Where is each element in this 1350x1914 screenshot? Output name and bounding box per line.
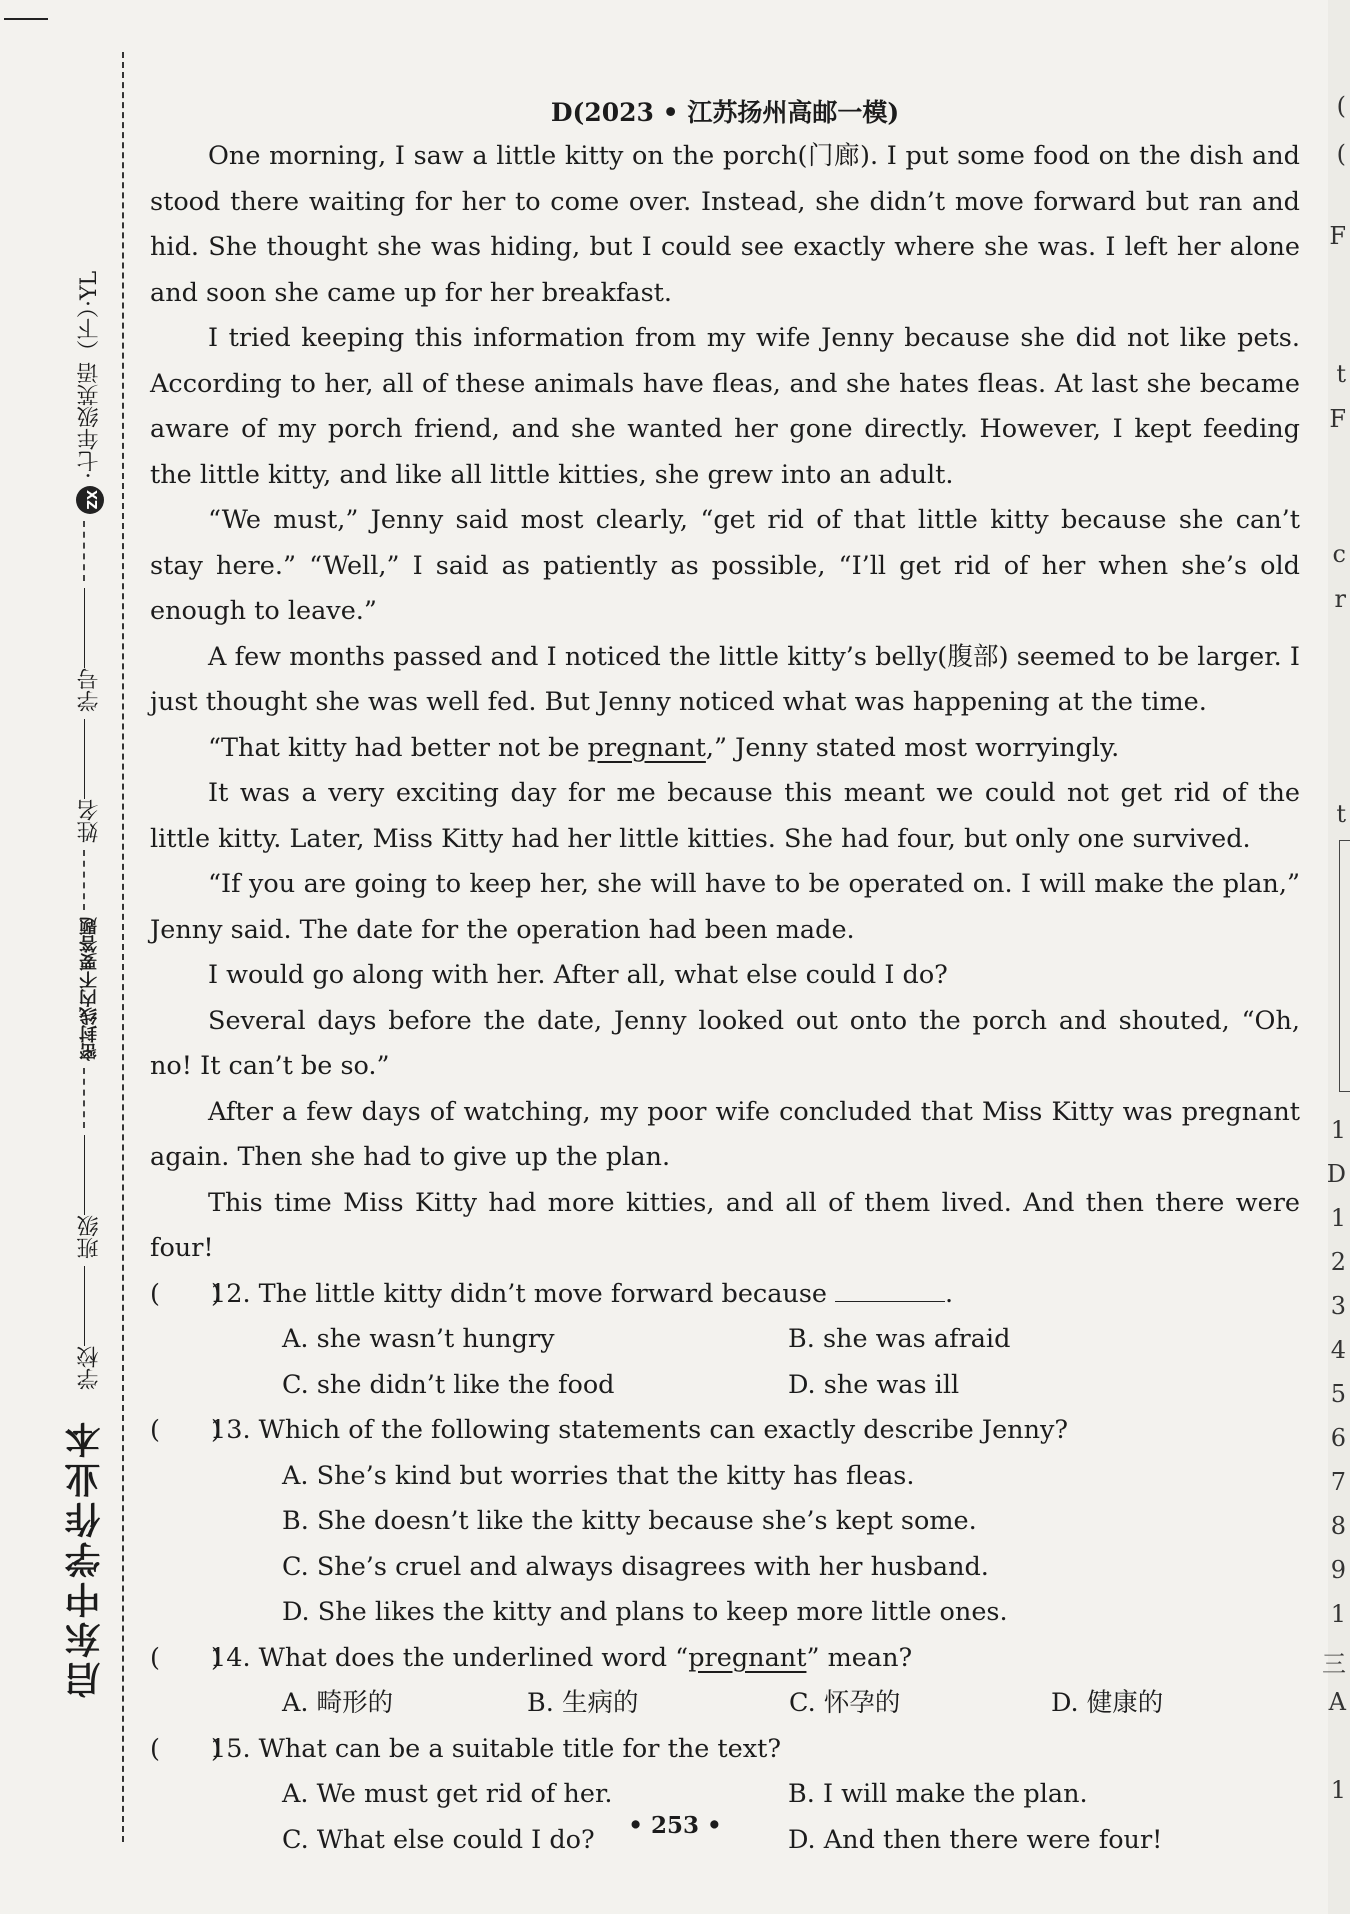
seal-dash-top	[83, 521, 85, 581]
question-13	[150, 1408, 1300, 1454]
corner-tick	[4, 18, 48, 20]
page-number: • 253 •	[628, 1812, 722, 1839]
question-stem: 13. Which of the following statements can exactly describe Jenny?	[210, 1415, 1069, 1445]
passage-paragraph: After a few days of watching, my poor wife concluded that Miss Kitty was pregnant again. Then she had to give up the plan.	[150, 1096, 1300, 1172]
edge-glyph: t	[1336, 360, 1346, 388]
school-field	[74, 1266, 105, 1390]
answer-bracket[interactable]: ( )	[150, 1642, 221, 1673]
option-c[interactable]: C. What else could I do?	[282, 1824, 595, 1855]
option-b[interactable]: B. 生病的	[527, 1688, 639, 1718]
id-field	[74, 588, 105, 712]
passage-paragraph: I tried keeping this information from my wife Jenny because she did not like pets. According to her, all of these animals have fleas, and she hates fleas. At last she became aware of my porch friend, and she wanted her gone directly. However, I kept feeding the little kitty, and like all little kitties, she grew into an adult.	[150, 323, 1300, 490]
edge-glyph: 6	[1330, 1424, 1346, 1452]
edge-glyph: 4	[1330, 1336, 1346, 1364]
edge-glyph: 8	[1330, 1512, 1346, 1540]
seal-line-text: 密封线内不要答题	[79, 917, 100, 1061]
edge-glyph: 2	[1330, 1248, 1346, 1276]
section-title: D(2023 • 江苏扬州高邮一模)	[550, 98, 900, 127]
passage-paragraph: It was a very exciting day for me because this meant we could not get rid of the little kitty. Later, Miss Kitty had her little kitties. She had four, but only one survived.	[150, 778, 1300, 854]
passage-paragraph: Several days before the date, Jenny looked out onto the porch and shouted, “Oh, no! It can’t be so.”	[150, 1005, 1300, 1081]
question-15	[150, 1727, 1300, 1773]
student-info-strip	[74, 100, 105, 1390]
options-12	[282, 1317, 1300, 1408]
answer-bracket[interactable]: ( )	[150, 1278, 221, 1309]
class-label: 班级	[77, 1215, 102, 1259]
edge-glyph: 9	[1330, 1556, 1346, 1584]
series-brand: 启东中学作业本	[65, 1418, 106, 1698]
id-blank[interactable]	[83, 588, 86, 668]
book-label: ·七年级英语（下）·YL	[77, 270, 102, 479]
option-c[interactable]: C. She’s cruel and always disagrees with her husband.	[282, 1551, 989, 1582]
question-end: .	[945, 1278, 954, 1309]
edge-box	[1339, 840, 1350, 1092]
edge-glyph: 7	[1330, 1468, 1346, 1496]
question-stem: 12. The little kitty didn’t move forward because	[210, 1278, 828, 1309]
answer-blank[interactable]	[835, 1275, 945, 1302]
school-label: 学校	[77, 1346, 102, 1390]
name-field	[74, 719, 105, 843]
edge-glyph: 3	[1330, 1292, 1346, 1320]
option-b[interactable]: B. she was afraid	[788, 1324, 1011, 1354]
option-b[interactable]: B. I will make the plan.	[788, 1779, 1088, 1809]
edge-glyph: D	[1326, 1160, 1346, 1188]
seal-dash-right	[83, 850, 85, 910]
passage-paragraph: “We must,” Jenny said most clearly, “get rid of that little kitty because she can’t stay here.” “Well,” I said as patiently as possible, “I’ll get rid of her when she’s old enough to leave.”	[150, 505, 1300, 626]
class-field	[74, 1135, 105, 1259]
option-d[interactable]: D. And then there were four!	[788, 1824, 1163, 1855]
edge-glyph: 5	[1330, 1380, 1346, 1408]
quote-text: “That kitty had better not be	[208, 732, 588, 763]
option-d[interactable]: D. she was ill	[788, 1369, 960, 1400]
edge-glyph: A	[1328, 1688, 1346, 1716]
question-stem: ” mean?	[806, 1642, 913, 1673]
reading-section	[150, 90, 1300, 1863]
question-stem: 15. What can be a suitable title for the text?	[210, 1733, 782, 1764]
edge-glyph: (	[1336, 92, 1346, 120]
edge-glyph: c	[1332, 540, 1346, 568]
underlined-word: pregnant	[688, 1642, 807, 1673]
passage-paragraph: “If you are going to keep her, she will have to be operated on. I will make the plan,” Jenny said. The date for the operation had been made.	[150, 869, 1300, 945]
option-a[interactable]: A. We must get rid of her.	[282, 1779, 613, 1809]
edge-glyph: F	[1329, 405, 1346, 433]
edge-glyph: 1	[1330, 1204, 1346, 1232]
passage-paragraph: One morning, I saw a little kitty on the porch(门廊). I put some food on the dish and stood there waiting for her to come over. Instead, she didn’t move forward but ran and hid. She thought she was hiding, but I could see exactly where she was. I left her alone and soon she came up for her breakfast.	[150, 141, 1300, 308]
edge-glyph: 1	[1330, 1600, 1346, 1628]
publisher-badge-icon: XZ	[76, 486, 104, 514]
passage-paragraph: I would go along with her. After all, what else could I do?	[208, 960, 948, 990]
edge-glyph: 1	[1330, 1116, 1346, 1144]
class-blank[interactable]	[83, 1135, 86, 1215]
name-blank[interactable]	[83, 719, 86, 799]
option-b[interactable]: B. She doesn’t like the kitty because she’s kept some.	[282, 1506, 977, 1536]
name-label: 姓名	[77, 799, 102, 843]
option-c[interactable]: C. she didn’t like the food	[282, 1369, 615, 1400]
edge-glyph: r	[1334, 585, 1346, 613]
passage-paragraph	[150, 726, 1300, 772]
passage-paragraph: A few months passed and I noticed the little kitty’s belly(腹部) seemed to be larger. I just thought she was well fed. But Jenny noticed what was happening at the time.	[150, 641, 1300, 717]
options-13	[282, 1454, 1300, 1636]
edge-glyph: t	[1336, 800, 1346, 828]
option-a[interactable]: A. she wasn’t hungry	[282, 1324, 555, 1354]
question-stem: 14. What does the underlined word “	[210, 1642, 689, 1673]
answer-bracket[interactable]: ( )	[150, 1415, 221, 1445]
question-14	[150, 1636, 1300, 1682]
option-a[interactable]: A. 畸形的	[282, 1688, 394, 1718]
options-14	[282, 1681, 1300, 1727]
quote-text: ,” Jenny stated most worryingly.	[705, 732, 1120, 763]
seal-dash-left	[83, 1068, 85, 1128]
option-a[interactable]: A. She’s kind but worries that the kitty has fleas.	[282, 1460, 915, 1491]
question-12	[150, 1272, 1300, 1318]
binding-margin	[0, 0, 130, 1914]
option-d[interactable]: D. She likes the kitty and plans to keep more little ones.	[282, 1597, 1008, 1627]
edge-glyph: (	[1336, 140, 1346, 168]
passage-paragraph: This time Miss Kitty had more kitties, and all of them lived. And then there were four!	[150, 1187, 1300, 1263]
answer-bracket[interactable]: ( )	[150, 1733, 221, 1764]
underlined-word: pregnant	[587, 732, 706, 763]
edge-glyph: 1	[1330, 1776, 1346, 1804]
cut-line	[122, 52, 124, 1842]
edge-glyph: 三	[1322, 1650, 1346, 1678]
school-blank[interactable]	[83, 1266, 86, 1346]
id-label: 学号	[77, 668, 102, 712]
option-d[interactable]: D. 健康的	[1051, 1688, 1164, 1718]
edge-glyph: F	[1329, 222, 1346, 250]
facing-page-edge	[1322, 0, 1350, 1914]
option-c[interactable]: C. 怀孕的	[789, 1688, 901, 1718]
